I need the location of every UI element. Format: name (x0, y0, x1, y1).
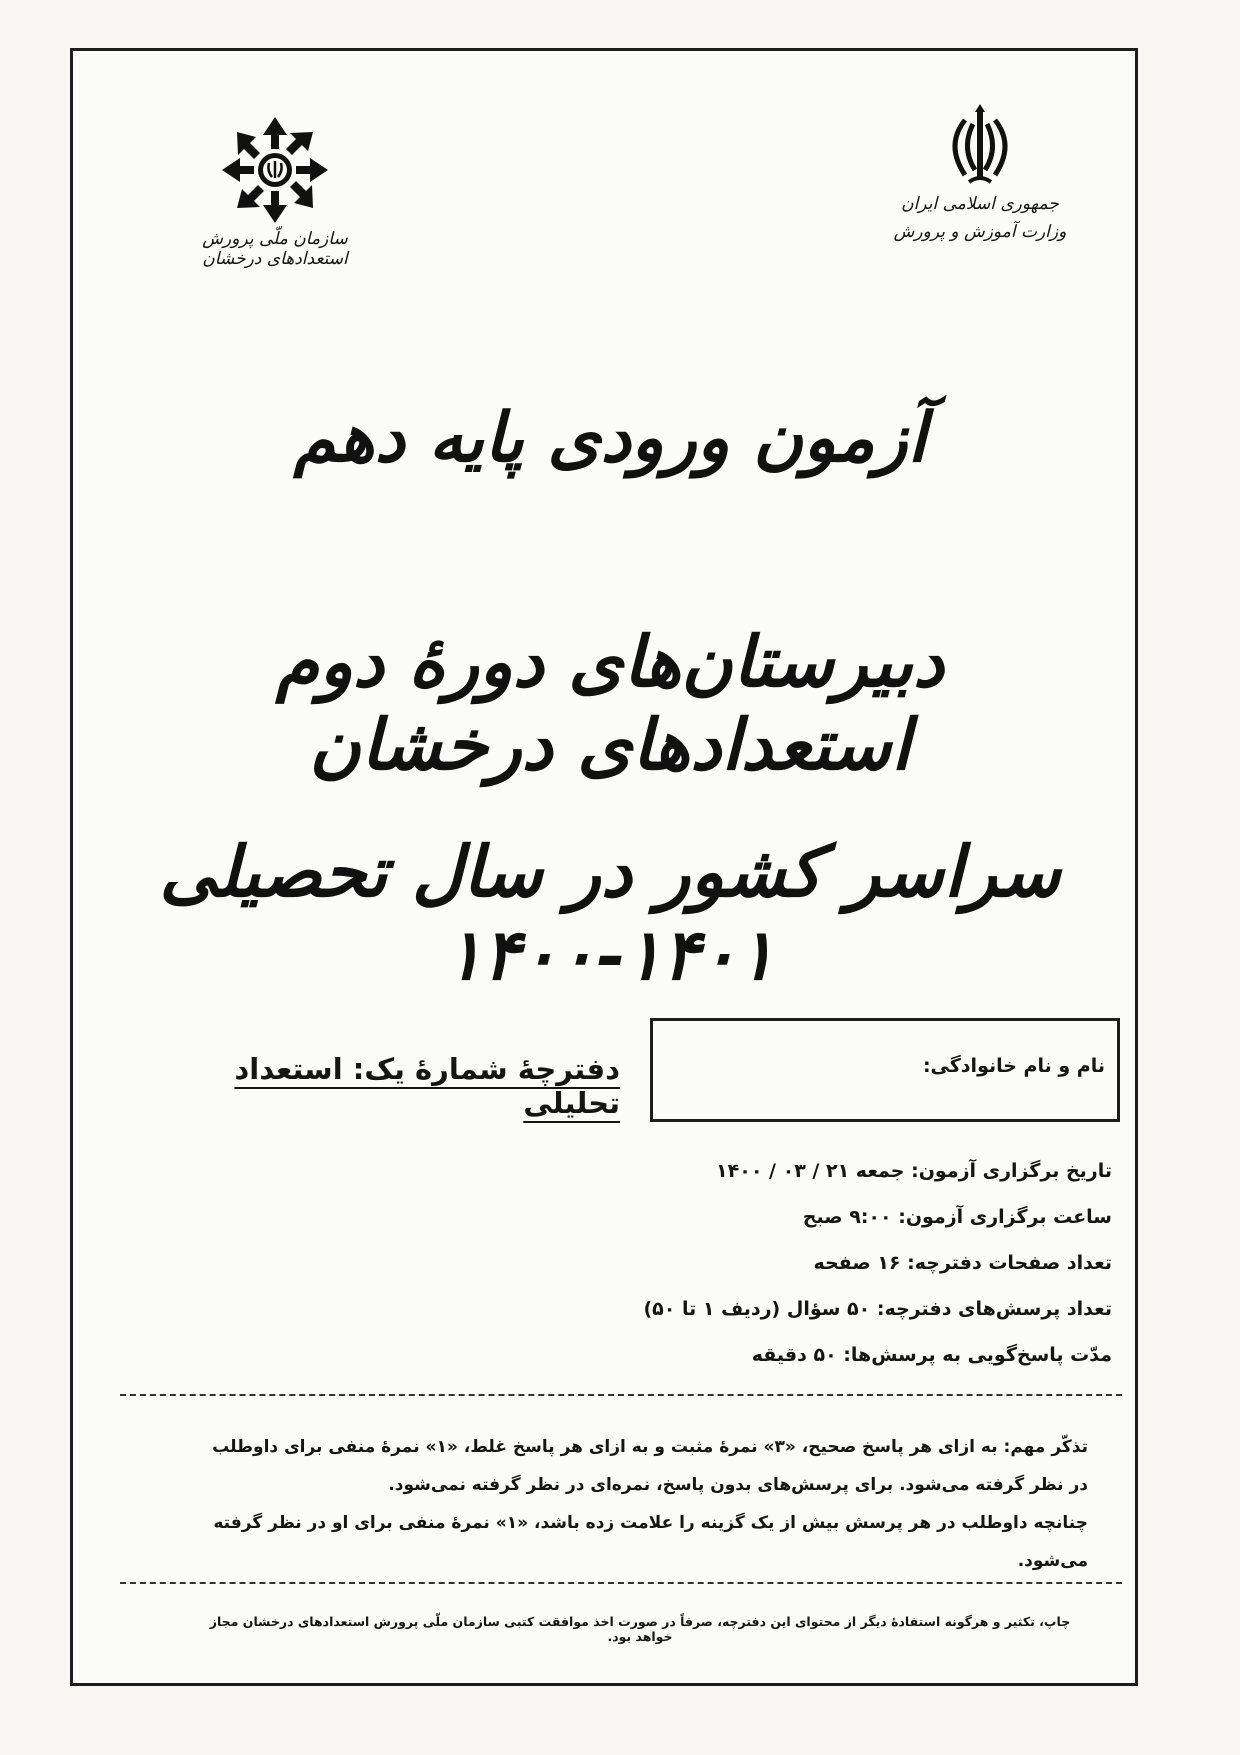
ministry-name: وزارت آموزش و پرورش (893, 222, 1067, 242)
notice-line-2: در نظر گرفته می‌شود. برای پرسش‌های بدون پاسخ، نمره‌ای در نظر گرفته نمی‌شود. (388, 1475, 1088, 1495)
republic-name: جمهوری اسلامی ایران (901, 194, 1059, 214)
exam-date: تاریخ برگزاری آزمون: جمعه ۲۱ / ۰۳ / ۱۴۰۰ (716, 1160, 1112, 1182)
ministry-logo-block (880, 100, 1080, 242)
exam-subtitle: دبیرستان‌های دورهٔ دوم استعدادهای درخشان (275, 620, 945, 786)
nodet-logo-block (160, 115, 390, 269)
exam-title: آزمون ورودی پایه دهم (293, 398, 927, 478)
divider-bottom (120, 1582, 1122, 1584)
exam-time: ساعت برگزاری آزمون: ۹:۰۰ صبح (802, 1206, 1112, 1228)
nodet-emblem-icon (220, 115, 330, 225)
notice-line-3: چنانچه داوطلب در هر پرسش بیش از یک گزینه را علامت زده باشد، «۱» نمرهٔ منفی برای او در نظر گرفته می‌شود. (213, 1513, 1088, 1571)
exam-year: سراسر کشور در سال تحصیلی ۱۴۰۱-۱۴۰۰ (159, 830, 1061, 996)
question-count: تعداد پرسش‌های دفترچه: ۵۰ سؤال (ردیف ۱ تا ۵۰) (643, 1298, 1112, 1320)
name-field[interactable] (650, 1018, 1120, 1122)
nodet-org-name: سازمان ملّی پرورش استعدادهای درخشان (202, 229, 348, 269)
divider-top (120, 1394, 1122, 1396)
iran-emblem-icon (935, 100, 1025, 190)
booklet-title: دفترچهٔ شمارهٔ یک: استعداد تحلیلی (234, 1052, 620, 1120)
page-count: تعداد صفحات دفترچه: ۱۶ صفحه (813, 1252, 1112, 1274)
notice-line-1: تذکّر مهم: به ازای هر پاسخ صحیح، «۳» نمرهٔ مثبت و به ازای هر پاسخ غلط، «۱» نمرهٔ منفی برای داوطلب (212, 1437, 1088, 1457)
important-notice (170, 1428, 1088, 1580)
answer-duration: مدّت پاسخ‌گویی به پرسش‌ها: ۵۰ دقیقه (751, 1344, 1112, 1366)
copyright-footer: چاپ، تکثیر و هرگونه استفادهٔ دیگر از محتوای این دفترچه، صرفاً در صورت اخذ موافقت کتبی سازمان ملّی پرورش استعدادهای درخشان مجاز خواهد بود. (209, 1614, 1071, 1644)
exam-info (600, 1148, 1112, 1378)
name-label: نام و نام خانوادگی: (922, 1055, 1105, 1077)
